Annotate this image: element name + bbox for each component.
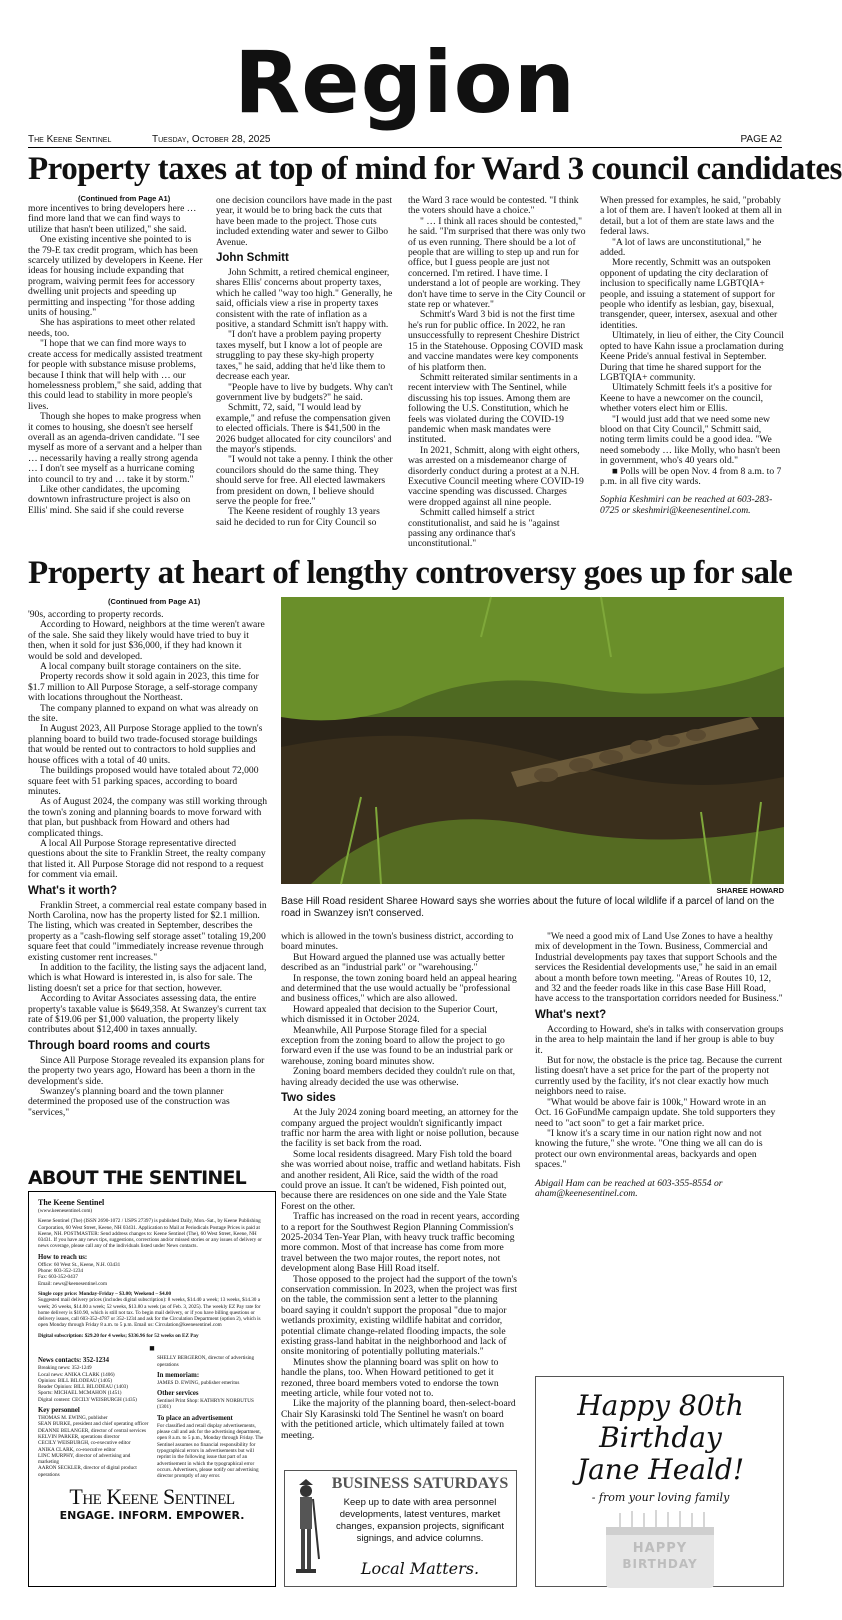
paragraph: John Schmitt, a retired chemical engineer, shares Ellis' concerns about property taxes, which he called "way too high." Generally, he said, officials view a rise in property taxes consistent with the rate of inflation as a positive, a standard Schmitt isn't happy with.	[216, 267, 393, 331]
about-news-title: News contacts: 352-1234	[38, 1357, 109, 1365]
biz-ad-body: Keep up to date with area personnel developments, latest ventures, market changes, expansion projects, significant signings, and advice columns.	[336, 1497, 504, 1544]
about-memoriam-title: In memoriam:	[156, 1371, 200, 1379]
paragraph: more incentives to bring developers here … find more land that we can find ways to utilize that hasn't been utilized," she said.	[28, 203, 197, 235]
paragraph: A local All Purpose Storage representative directed questions about the site to Franklin Street, the realty company that listed it. All Purpose Storage did not respond to a request for comment via email.	[28, 837, 266, 881]
paragraph: Schmitt called himself a strict constitutionalist, and said he is "against passing any ordinance that's unconstitutional."	[408, 507, 560, 550]
paragraph: Though she hopes to make progress when it comes to housing, she doesn't see herself overall as an agenda-driven candidate. "I see myself as more of a servant and a helper than … necessarily having a really strong agenda … I don't see myself as a hurricane coming into council to try and … take it by storm."	[28, 411, 202, 485]
paragraph: When pressed for examples, he said, "probably a lot of them are. I haven't looked at them all in detail, but a lot of them are state laws and the federal laws.	[600, 195, 782, 238]
story1-col4	[600, 196, 784, 552]
about-memoriam: JAMES D. EWING, publisher emeritus	[156, 1379, 240, 1386]
story2-col2	[281, 931, 521, 1441]
paragraph: '90s, according to property records.	[28, 609, 164, 620]
about-key-line: AARON SECKLER, director of digital product operations	[38, 1465, 137, 1478]
paragraph: Some local residents disagreed. Mary Fish told the board she was worried about noise, traffic and wetland habitats. Fish and another resident, Ali Rice, said the width of the road could prove an issue. It can't be widened, Fish pointed out, because there are residences on one side and the Yale State Forest on the other.	[281, 1148, 521, 1212]
about-ad-title: To place an advertisement	[156, 1414, 233, 1422]
about-statement: Keene Sentinel (The) (ISSN 2690-1072 / USPS 27397) is published Daily, Mon.-Sat., by Keene Publishing Corporation, 60 West Street, Keene, NH 03431. Application to Mail at Periodicals Postage Prices is paid at Keene, NH. POSTMASTER: Send address changes to: Keene Sentinel (The), 60 West Street, Keene, NH 03431. If you have any news tips, suggestions, corrections and/or missed stories or any issues of delivery or news coverage, please call any of the individuals listed under News contacts.	[38, 1218, 262, 1250]
about-reach-line: Office: 60 West St., Keene, N.H. 03431	[38, 1261, 121, 1268]
paragraph: A local company built storage containers on the site.	[40, 661, 242, 673]
paragraph: But Howard argued the planned use was actually better described as an "industrial park" or "warehousing."	[281, 951, 505, 974]
paragraph: The company planned to expand on what was already on the site.	[28, 702, 259, 725]
biz-ad-slogan: Local Matters.	[360, 1559, 480, 1578]
paragraph: "I don't have a problem paying property taxes myself, but I know a lot of people are struggling to pay these sky-high property taxes," he said, adding that he'd like them to decrease each year.	[216, 329, 386, 383]
about-reach-line: Email: news@keenesentinel.com	[38, 1280, 108, 1287]
paragraph: The buildings proposed would have totaled about 72,000 square feet with 51 parking spaces, according to board minutes.	[28, 765, 259, 797]
subhead-board-rooms: Through board rooms and courts	[28, 1039, 211, 1052]
about-box	[28, 1191, 276, 1587]
about-right-line: SHELLY BERGERON, director of advertising operations	[156, 1355, 255, 1368]
minuteman-icon	[291, 1479, 321, 1579]
paragraph: "I would not take a penny. I think the other councilors should do the same thing. They should serve for free. All elected lawmakers from president on down, I believe should serve the people for free."	[216, 454, 393, 507]
birthday-ad	[535, 1376, 784, 1587]
paragraph: one decision councilors have made in the past year, it would be to bring back the cuts that have been made to the project. Those cuts included extending water and sewer to Gilbo Avenue.	[216, 195, 393, 248]
wetland-turtles-photo	[281, 597, 784, 884]
paragraph: Schmitt's Ward 3 bid is not the first time he's run for public office. In 2022, he ran unsuccessfully to represent Cheshire District 15 in the Statehouse. Opposing COVID mask and vaccine mandates were key components of his platform then.	[408, 309, 584, 373]
story1-byline: Sophia Keshmiri can be reached at 603-283-0725 or skeshmiri@keenesentinel.com.	[600, 494, 773, 516]
paragraph: According to Howard, neighbors at the time weren't aware of the sale. She said they likely would have tried to buy it then, when it sold for just $36,000, if they had known it would be sold and developed.	[28, 619, 265, 662]
paragraph: Like the majority of the planning board, then-select-board Chair Sly Karasinski told The Sentinel he wasn't on board with the petitioned article, which ultimately failed at town meeting.	[281, 1398, 516, 1441]
paragraph: "I know it's a scary time in our nation right now and not knowing the future," she wrote. "One thing we all can do is protect our own environmental areas, backyards and open spaces."	[535, 1127, 763, 1171]
story2-continued: (Continued from Page A1)	[108, 597, 201, 606]
paragraph: Those opposed to the project had the support of the town's conservation commission. In 2023, when the project was first on the table, the commission sent a letter to the planning board saying it couldn't support the proposal "due to major wetlands proximity, existing wildlife habitat and corridor, potential climate change-related flooding impacts, the sole existing grass-land habitat in the neighborhood and lack of onsite monitoring of potentially polluting materials."	[281, 1273, 518, 1358]
folio-date: Tuesday, October 28, 2025	[152, 134, 271, 145]
paragraph: According to Avitar Associates assessing data, the entire property's taxable value is $649,358. At Swanzey's current tax rate of $19.06 per $1,000 valuation, the property likely contributes about $12,400 in taxes annually.	[28, 993, 267, 1036]
subhead-two-sides: Two sides	[281, 1092, 336, 1105]
folio-paper: The Keene Sentinel	[28, 134, 112, 145]
about-reach-line: Fax: 603-352-0437	[38, 1274, 78, 1281]
paragraph: "A lot of laws are unconstitutional," he added.	[600, 236, 762, 259]
story2-headline: Property at heart of lengthy controversy goes up for sale	[28, 555, 793, 591]
paragraph: One existing incentive she pointed to is the 79-E tax credit program, which has been scarcely utilized by developers in Keene. Her ideas for housing include expanding that program, waiving permit fees for accessory dwelling unit projects and speeding up permitting and inspecting "for those adding units of housing."	[28, 234, 203, 319]
about-ad: For classified and retail display advertisements, please call and ask for the advertising department, open 8 a.m. to 5 p.m., Monday through Friday. The Sentinel assumes no financial responsibility for typographical errors in advertisements but will reprint in the following issue that part of an advertisement in which the typographical error occurs. Advertisers, please notify our advertising director promptly of any error.	[156, 1422, 264, 1480]
about-reach-title: How to reach us:	[38, 1253, 88, 1261]
story1-col2	[216, 196, 394, 552]
paragraph: Swanzey's planning board and the town planner determined the proposed use of the construction was "services,"	[28, 1086, 230, 1118]
divider-square-icon: ■	[149, 1343, 155, 1354]
story2-col3	[535, 932, 784, 1372]
paragraph: the Ward 3 race would be contested. "I think the voters should have a choice."	[408, 195, 579, 217]
paragraph: Property records show it sold again in 2023, this time for $1.7 million to All Purpose Storage, a self-storage company with locations throughout the Northeast.	[28, 671, 259, 704]
cake-text-2: BIRTHDAY	[622, 1557, 698, 1571]
paragraph: In 2021, Schmitt, along with eight others, was arrested on a misdemeanor charge of disorderly conduct during a protest at a N.H. Executive Council meeting where COVID-19 vaccine spending was discussed. Charges were dropped against all nine people.	[408, 444, 584, 508]
paragraph: The Keene resident of roughly 13 years said he decided to run for City Council so	[216, 506, 380, 528]
biz-ad-title: BUSINESS SATURDAYS	[331, 1475, 509, 1492]
paragraph: ■ Polls will be open Nov. 4 from 8 a.m. to 7 p.m. in all five city wards.	[600, 465, 782, 487]
paragraph: In addition to the facility, the listing says the adjacent land, which is what Howard is interested in, is also for sale. The listing doesn't set a price for that section, however.	[28, 962, 267, 994]
about-key-line: CECILY WEISBURGH, co-executive editor	[38, 1440, 131, 1447]
about-news-line: Sports: MICHAEL MCMAHON (1451)	[38, 1390, 122, 1397]
sentinel-logo: The Keene Sentinel	[69, 1484, 235, 1510]
about-news-line: Reader Opinion: BILL BILODEAU (1403)	[38, 1384, 128, 1391]
paragraph: Like other candidates, the upcoming downtown infrastructure project is also on Ellis' mind. She said if she could reverse	[28, 483, 191, 516]
bday-line2: Birthday	[599, 1421, 722, 1454]
about-news-line: Digital content: CECILY WEISBURGH (1435)	[38, 1396, 137, 1403]
paragraph: In August 2023, All Purpose Storage applied to the town's planning board to build two trade-focused storage buildings that would be rented out to contractors to hold supplies and house offices with a total of 40 units.	[28, 723, 263, 766]
about-key-line: KELVIN PARKER, operations director	[38, 1433, 120, 1440]
paragraph: As of August 2024, the company was still working through the town's zoning and planning boards to move forward with that plan, but pushback from Howard and others had complicated things.	[28, 796, 268, 839]
paragraph: Schmitt reiterated similar sentiments in a recent interview with The Sentinel, while discussing his top issues. Among them are following the U.S. Constitution, which he feels was violated during the COVID-19 pandemic when mask mandates were instituted.	[408, 371, 578, 446]
subhead-john-schmitt: John Schmitt	[216, 252, 289, 265]
subhead-whats-it-worth: What's it worth?	[28, 884, 117, 897]
paragraph: Traffic has increased on the road in recent years, according to a report for the Southwest Region Planning Commission's 2025-2034 Ten-Year Plan, with heavy truck traffic becoming more common. Most of that increase has come from more travel between the two major routes, the report notes, not development along Base Hill Road itself.	[281, 1211, 520, 1275]
story1-col1	[28, 204, 203, 552]
section-title: Region	[234, 33, 576, 133]
paragraph: More recently, Schmitt was an outspoken opponent of updating the city declaration of inclusion to specifically name LGBTQIA+ people, and issuing a statement of support for people who identify as lesbian, gay, bisexual, transgender, queer, intersex, asexual and other identities.	[600, 257, 778, 331]
about-reach-line: Phone: 603-352-1234	[38, 1268, 84, 1275]
bday-line3: Jane Heald!	[576, 1453, 745, 1486]
about-news-line: Local news: ANIKA CLARK (1406)	[38, 1371, 115, 1378]
paragraph: "People have to live by budgets. Why can't government live by budgets?" he said.	[216, 381, 393, 403]
paragraph: Zoning board members decided they couldn't rule on that, having already decided the use was otherwise.	[281, 1066, 516, 1088]
subhead-whats-next: What's next?	[535, 1008, 607, 1021]
about-digital: Digital subscription: $29.20 for 4 weeks; $336.96 for 52 weeks on EZ Pay	[38, 1332, 199, 1339]
about-key-line: SEAN BURKE, president and chief operating officer	[38, 1421, 149, 1428]
about-key-line: DEANNE BELANGER, director of central services	[38, 1427, 147, 1434]
about-rates: Single copy price: Monday-Friday – $3.00; Weekend – $4.00	[38, 1290, 172, 1297]
paragraph: Schmitt, 72, said, "I would lead by example," and refuse the compensation given to elected officials. There is $41,500 in the 2026 budget allocated for city councilors' and the mayor's stipends.	[216, 402, 392, 455]
about-key-line: ANIKA CLARK, co-executive editor	[38, 1446, 116, 1453]
photo-credit: SHAREE HOWARD	[716, 886, 784, 895]
story1-headline: Property taxes at top of mind for Ward 3 council candidates	[28, 151, 842, 187]
folio-page: PAGE A2	[740, 134, 782, 145]
bday-from: - from your loving family	[591, 1491, 730, 1504]
about-news-line: Opinion: BILL BILODEAU (1405)	[38, 1377, 113, 1384]
paragraph: "We need a good mix of Land Use Zones to have a healthy mix of development in the Town. Business, Commercial and Industrial developments pay taxes that support Schools and the services the Residential developments use," he said in an email about a month before town meeting. "Areas of Routes 10, 12, and 32 and the feeder roads like in this case Base Hill Road, have access to the transportation corridors needed for Business."	[535, 931, 783, 1005]
about-news-line: Breaking news: 352-1249	[38, 1365, 92, 1372]
about-org: The Keene Sentinel	[38, 1198, 105, 1207]
about-heading: ABOUT THE SENTINEL	[28, 1167, 246, 1189]
paragraph: Ultimately, in lieu of either, the City Council opted to have Kahn issue a proclamation during Keene Pride's annual festival in September. During that time he shared support for the LGBTQIA+ community.	[600, 330, 784, 383]
about-key-line: LINC MURPHY, director of advertising and marketing	[38, 1452, 131, 1466]
story2-byline: Abigail Ham can be reached at 603-355-8554 or aham@keenesentinel.com.	[535, 1177, 723, 1199]
cake-text-1: HAPPY	[632, 1541, 688, 1556]
bday-line1: Happy 80th	[577, 1389, 744, 1422]
paragraph: Meanwhile, All Purpose Storage filed for a special exception from the zoning board to allow the project to go forward even if the use was found to be an industrial park or warehouse, zoning board minutes show.	[281, 1024, 513, 1067]
paragraph: According to Howard, she's in talks with conservation groups in the area to help maintain the land if her group is able to buy it.	[535, 1023, 784, 1056]
paragraph: "I hope that we can find more ways to create access for medically assisted treatment for people with substance misuse problems, because I think that will help with … our homelessness problem," she said, adding that this could lead to stability in more people's lives.	[28, 338, 203, 412]
sentinel-tagline: ENGAGE. INFORM. EMPOWER.	[59, 1509, 245, 1523]
about-rates-detail: Suggested mail delivery prices (includes digital subscription): 8 weeks, $14.40 a week; 13 weeks, $14.30 a week; 26 weeks, $14.00 a week; 52 weeks, $13.80 a week (as of Feb. 3, 2025). The weekly EZ Pay rate for home delivery is $10.90, which is still not tax. To begin mail delivery, or if you have billing questions or delivery issues, call 603-352-4787 or 352-1234 and ask for the Circulation Department (option 2), which is open Monday through Friday 8 a.m. to 5 p.m. Email us: Circulation@keenesentinel.com	[38, 1297, 261, 1329]
about-other-title: Other services	[156, 1390, 199, 1398]
about-other: Sentinel Print Shop: KATHRYN NORBUTUS (1301)	[156, 1398, 254, 1411]
paragraph: Since All Purpose Storage revealed its expansion plans for the property two years ago, Howard has been a thorn in the development's side.	[28, 1054, 265, 1087]
about-site: (www.keenesentinel.com)	[38, 1208, 93, 1214]
masthead-rule	[28, 147, 782, 148]
paragraph: "What would be above fair is 100k," Howard wrote in an Oct. 16 GoFundMe campaign update. She told supporters they need to "act soon" to get a fair market price.	[535, 1096, 776, 1129]
paragraph: Howard appealed that decision to the Superior Court, which dismissed it in October 2024.	[281, 1003, 498, 1026]
paragraph: which is allowed in the town's business district, according to board minutes.	[281, 931, 514, 953]
paragraph: At the July 2024 zoning board meeting, an attorney for the company argued the project wouldn't significantly impact traffic nor harm the area with light or noise pollution, because the facility is set back from the road.	[281, 1107, 519, 1150]
photo-caption: Base Hill Road resident Sharee Howard says she worries about the future of local wildlife if a parcel of land on the road in Swanzey isn't conserved.	[281, 896, 775, 919]
about-key-title: Key personnel	[38, 1407, 80, 1415]
paragraph: Minutes show the planning board was split on how to handle the plans, too. When Howard petitioned to get it rezoned, three board members voted to endorse the town meeting article, while four voted not to.	[281, 1356, 499, 1400]
paragraph: Franklin Street, a commercial real estate company based in North Carolina, now has the property listed for $2.1 million. The listing, which was created in September, describes the property as a "cash-flowing self storage asset" totaling 19,200 square feet that could "immediately increase revenue through existing customer rent increases."	[28, 899, 267, 963]
paragraph: Ultimately Schmitt feels it's a positive for Keene to have a newcomer on the council, whether voters elect him or Ellis.	[600, 382, 772, 415]
story2-col1	[28, 610, 268, 1163]
about-key-line: THOMAS M. EWING, publisher	[38, 1415, 108, 1422]
story1-col3	[408, 196, 586, 552]
paragraph: But for now, the obstacle is the price tag. Because the current listing doesn't have a set price for the part of the property not currently used by the facility, it's not clear exactly how much neighbors need to raise.	[535, 1055, 783, 1098]
paragraph: "I would just add that we need some new blood on that City Council," Schmitt said, noting term limits could be a good idea. "We need somebody … like Molly, who hasn't been in government, who's 40 years old."	[600, 413, 781, 467]
paragraph: " … I think all races should be contested," he said. "I'm surprised that there was only two of us even running. There should be a lot of people that are willing to step up and run for office, but I guess people are just not concerned. I'm retired. I have time. I understand a lot of people are working. They don't have time to serve in the City Council or state rep or whatever."	[408, 215, 586, 311]
paragraph: She has aspirations to meet other related needs, too.	[28, 317, 196, 339]
paragraph: In response, the town zoning board held an appeal hearing and determined that the use would actually be "professional and business offices," which are also allowed.	[281, 972, 517, 1005]
story1-continued: (Continued from Page A1)	[78, 194, 171, 203]
business-saturdays-ad	[284, 1470, 517, 1587]
